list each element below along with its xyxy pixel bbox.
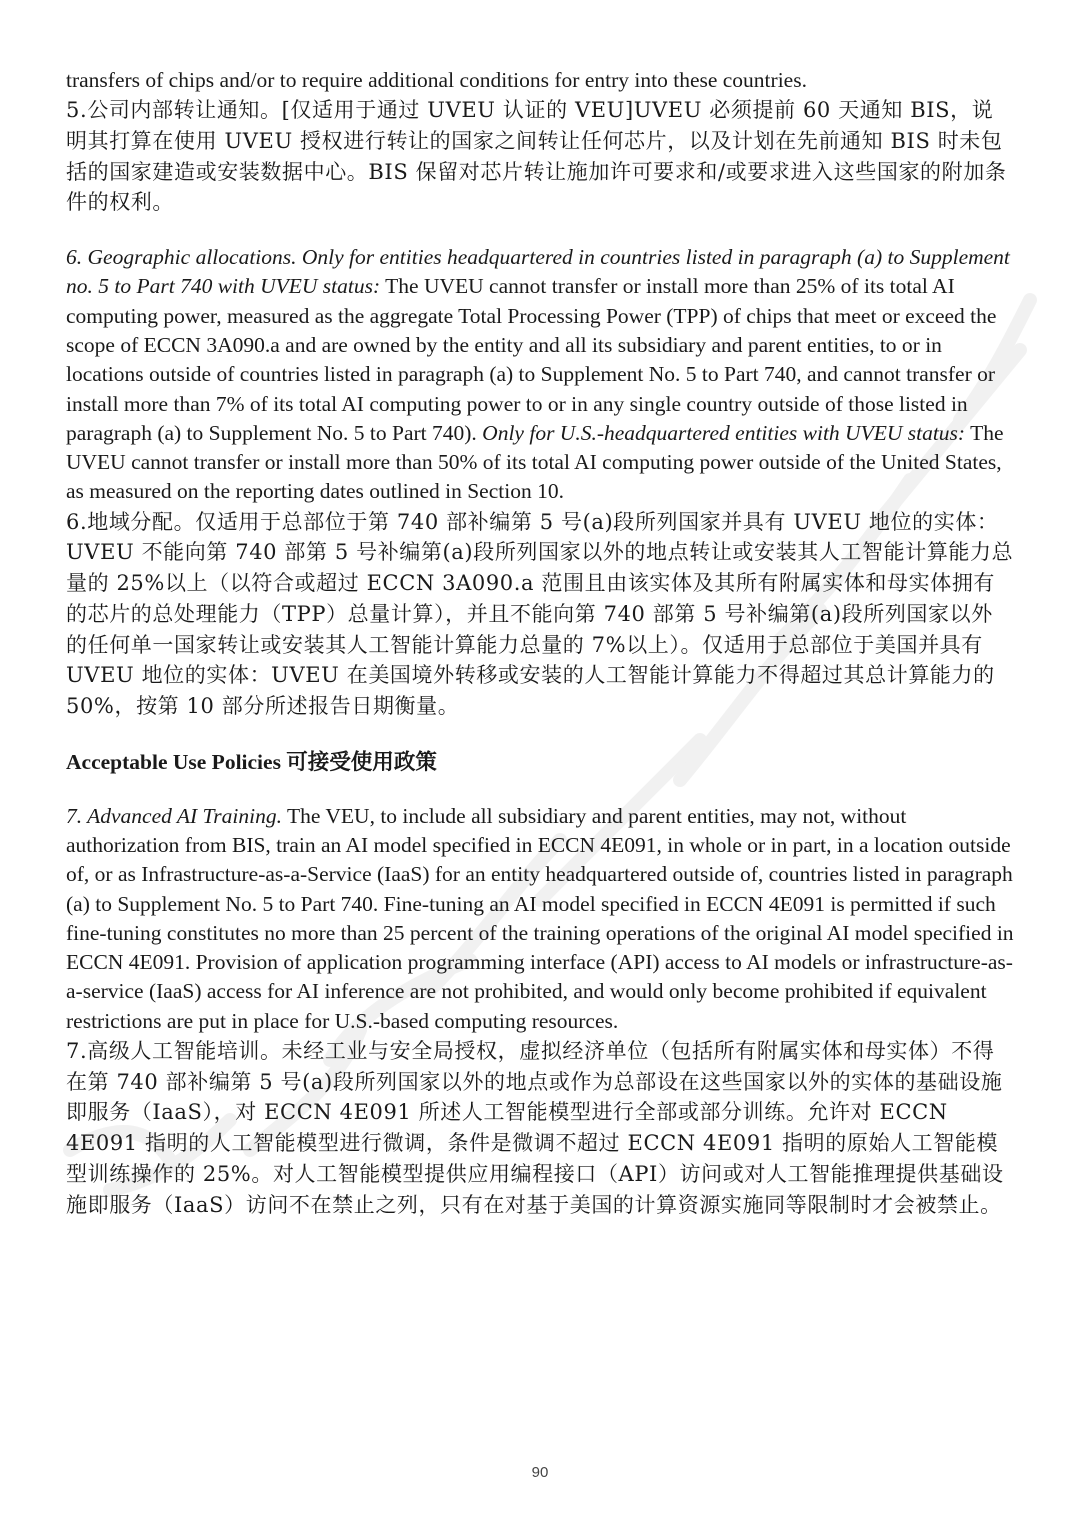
section-6-body-1: The UVEU cannot transfer or install more than 25% of its total AI computing power, measured as the aggregate Total Processing Power (TPP) of chips that meet or exceed the scope of ECCN 3A090.a and are owned by the entity and all its subsidiary and parent entities, to or in locations outside of countries listed in paragraph (a) to Supplement No. 5 to Part 740, and cannot transfer or install more than 7% of its total AI computing power to or in any single country outside of those listed in paragraph (a) to Supplement No. 5 to Part 740). <box>66 274 997 445</box>
section-6-body-2: The UVEU cannot transfer or install more than 50% of its total AI computing power outside of the United States, as measured on the reporting dates outlined in Section 10. <box>66 420 1004 504</box>
document-page <box>66 66 1014 1220</box>
section-heading: Acceptable Use Policies 可接受使用政策 <box>66 749 437 774</box>
section-7-english <box>66 802 1014 1036</box>
section-6-title: 6. Geographic allocations. Only for entities headquartered in countries listed in paragraph (a) to Supplement no. 5 to Part 740 with UVEU status: <box>66 245 1010 299</box>
section-5-english-tail: transfers of chips and/or to require additional conditions for entry into these countries. <box>66 68 807 92</box>
section-6-us-clause: Only for U.S.-headquartered entities with UVEU status: <box>482 420 966 445</box>
section-5-chinese: 5.公司内部转让通知。[仅适用于通过 UVEU 认证的 VEU]UVEU 必须提前 60 天通知 BIS，说明其打算在使用 UVEU 授权进行转让的国家之间转让任何芯片，以及计划在先前通知 BIS 时未包括的国家建造或安装数据中心。BIS 保留对芯片转让施加许可要求和/或要求进入这些国家的附加条件的权利。 <box>66 98 1007 215</box>
paragraph-gap <box>66 777 1014 802</box>
paragraph-gap <box>66 722 1014 747</box>
section-7-title: 7. Advanced AI Training. <box>66 803 282 828</box>
section-7-chinese: 7.高级人工智能培训。未经工业与安全局授权，虚拟经济单位（包括所有附属实体和母实体）不得在第 740 部补编第 5 号(a)段所列国家以外的地点或作为总部设在这些国家以外的实体的基础设施即服务（IaaS），对 ECCN 4E091 所述人工智能模型进行全部或部分训练。允许对 ECCN 4E091 指明的人工智能模型进行微调，条件是微调不超过 ECCN 4E091 指明的原始人工智能模型训练操作的 25%。对人工智能模型提供应用编程接口（API）访问或对人工智能推理提供基础设施即服务（IaaS）访问不在禁止之列，只有在对基于美国的计算资源实施同等限制时才会被禁止。 <box>66 1039 1004 1217</box>
paragraph-gap <box>66 218 1014 243</box>
section-6-english <box>66 243 1014 507</box>
page-number: 90 <box>531 1464 549 1481</box>
section-7-body: The VEU, to include all subsidiary and parent entities, may not, without authorization from BIS, train an AI model specified in ECCN 4E091, in whole or in part, in a location outside of, or as Infrastructure-as-a-Service (IaaS) for an entity headquartered outside of, countries listed in paragraph (a) to Supplement No. 5 to Part 740. Fine-tuning an AI model specified in ECCN 4E091 is permitted if such fine-tuning constitutes no more than 25 percent of the training operations of the original AI model specified in ECCN 4E091. Provision of application programming interface (API) access to AI models or infrastructure-as-a-service (IaaS) access for AI inference are not prohibited, and would only become prohibited if equivalent restrictions are put in place for U.S.-based computing resources. <box>66 803 1014 1033</box>
section-6-chinese: 6.地域分配。仅适用于总部位于第 740 部补编第 5 号(a)段所列国家并具有 UVEU 地位的实体：UVEU 不能向第 740 部第 5 号补编第(a)段所列国家以外的地点转让或安装其人工智能计算能力总量的 25%以上（以符合或超过 ECCN 3A090.a 范围且由该实体及其所有附属实体和母实体拥有的芯片的总处理能力（TPP）总量计算），并且不能向第 740 部第 5 号补编第(a)段所列国家以外的任何单一国家转让或安装其人工智能计算能力总量的 7%以上）。仅适用于总部位于美国并具有 UVEU 地位的实体：UVEU 在美国境外转移或安装的人工智能计算能力不得超过其总计算能力的 50%，按第 10 部分所述报告日期衡量。 <box>66 509 1014 718</box>
